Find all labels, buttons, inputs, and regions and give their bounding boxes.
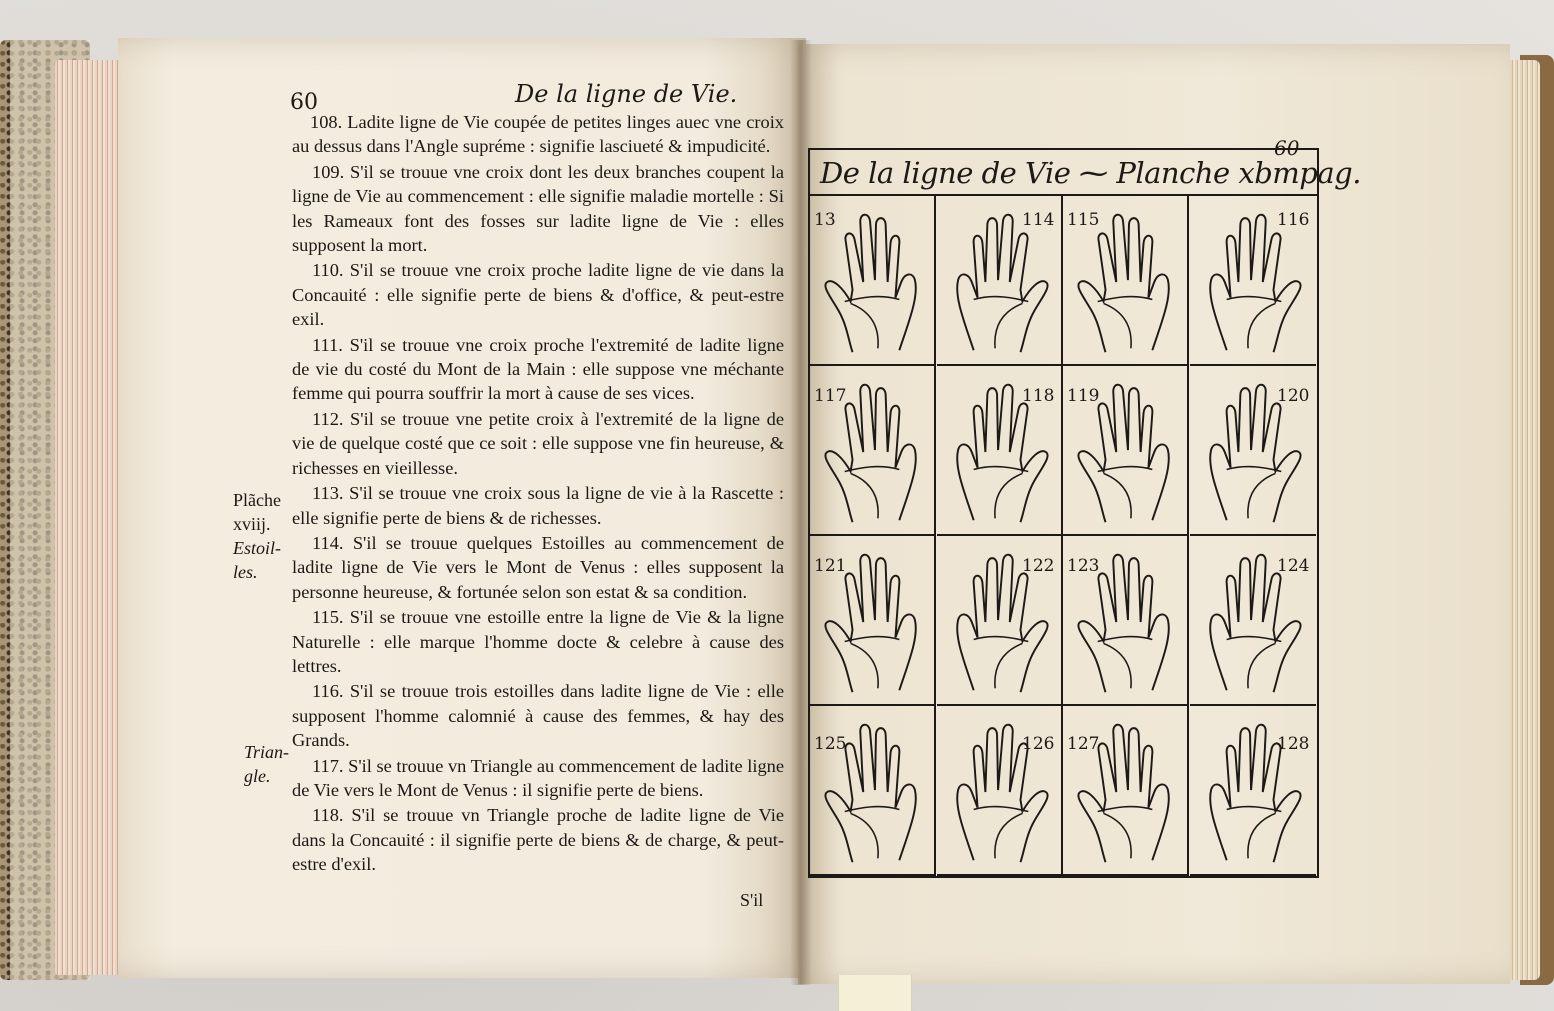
hand-number: 120: [1277, 386, 1310, 406]
hand-number: 125: [814, 734, 847, 754]
paragraph-108: 108. Ladite ligne de Vie coupée de petites linges auec vne croix au dessus dans l'Angle supréme : signifie lasciueté & impudicité.: [292, 112, 784, 157]
hand-figure: [1190, 196, 1316, 366]
hand-figure: [937, 536, 1063, 706]
hand-figure: [1063, 536, 1189, 706]
hand-number: 13: [814, 210, 836, 230]
margin-note-estoilles-line2: les.: [233, 562, 258, 582]
margin-note-planche-line2: xviij.: [233, 514, 271, 534]
margin-note-planche-line1: Plãche: [233, 490, 281, 510]
paragraph-115: 115. S'il se trouue vne estoille entre la ligne de Vie & la ligne Naturelle : elle marque l'homme docte & celebre à cause des lettres.: [292, 607, 784, 676]
hand-figure: [810, 536, 936, 706]
paragraph-118: 118. S'il se trouue vn Triangle proche de ladite ligne de Vie dans la Concauité : il signifie perte de biens & de charge, & peut-estre d'exil.: [292, 805, 784, 875]
hand-figure: [810, 196, 936, 366]
paragraph-113: 113. S'il se trouue vne croix sous la ligne de vie à la Rascette : elle signifie perte de biens & de richesses.: [292, 483, 784, 528]
paragraph-112: 112. S'il se trouue vne petite croix à l'extremité de la ligne de vie de quelque costé que ce soit : elle suppose vne fin heureuse, & richesses en vieillesse.: [292, 408, 784, 478]
paragraph-109: 109. S'il se trouue vne croix dont les deux branches coupent la ligne de Vie au commencement : elle signifie maladie mortelle : Si les Rameaux font des fosses sur ladite ligne de Vie : elles supposent la mort.: [292, 161, 784, 256]
hand-number: 124: [1277, 556, 1310, 576]
margin-note-triangle-line1: Trian-: [244, 742, 290, 762]
margin-note-triangle: [244, 740, 289, 788]
bookmark-ribbon: [838, 975, 912, 1011]
hand-number: 117: [814, 386, 847, 406]
hand-figure: [937, 366, 1063, 536]
hand-figure: [1190, 706, 1316, 876]
paragraph-111: 111. S'il se trouue vne croix proche l'extremité de ladite ligne de vie du costé du Mont de la Main : elle suppose vne méchante femme qui pourra souffrir la mort à cause de ses vices.: [292, 334, 784, 404]
hand-number: 123: [1067, 556, 1100, 576]
hand-figure: [1190, 366, 1316, 536]
engraved-plate: [808, 148, 1361, 878]
hand-number: 115: [1067, 210, 1100, 230]
hand-figure: [810, 366, 936, 536]
paragraph-110: 110. S'il se trouue vne croix proche ladite ligne de vie dans la Concauité : elle signifie perte de biens & d'office, & peut-estre exil.: [292, 260, 784, 330]
hand-grid: [810, 194, 1317, 878]
page-number-left: 60: [290, 90, 318, 115]
hand-number: 121: [814, 556, 847, 576]
hand-figure: [1190, 536, 1316, 706]
margin-note-estoilles-line1: Estoil-: [233, 538, 281, 558]
hand-figure: [810, 706, 936, 876]
catchword: S'il: [740, 890, 764, 910]
margin-note-triangle-line2: gle.: [244, 766, 271, 786]
hand-number: 118: [1022, 386, 1055, 406]
hand-figure: [937, 196, 1063, 366]
paragraph-117: 117. S'il se trouue vn Triangle au commencement de ladite ligne de Vie vers le Mont de Venus : il signifie perte de biens.: [292, 755, 785, 800]
paragraph-116: 116. S'il se trouue trois estoilles dans ladite ligne de Vie : elle supposent l'homme calomnié à cause des femmes, & hay des Grands.: [292, 681, 784, 751]
hand-figure: [1063, 706, 1189, 876]
hand-number: 127: [1067, 734, 1100, 754]
margin-note-planche: [233, 488, 281, 584]
hand-number: 122: [1022, 556, 1055, 576]
hand-number: 119: [1067, 386, 1100, 406]
plate-title: De la ligne de Vie ⁓ Planche xbmpag.: [820, 156, 1361, 190]
hand-number: 126: [1022, 734, 1055, 754]
hand-number: 114: [1022, 210, 1055, 230]
hand-figure: [1063, 366, 1189, 536]
body-text: [292, 110, 784, 878]
hand-figure: [1063, 196, 1189, 366]
hand-figure: [937, 706, 1063, 876]
page-number-right: 60: [1274, 136, 1300, 160]
running-head: De la ligne de Vie.: [515, 80, 738, 108]
paragraph-114: 114. S'il se trouue quelques Estoilles au commencement de ladite ligne de Vie vers le Mont de Venus : elles supposent la personne heureuse, & fortunée selon son estat & sa condition.: [292, 532, 784, 602]
hand-number: 128: [1277, 734, 1310, 754]
hand-number: 116: [1277, 210, 1310, 230]
